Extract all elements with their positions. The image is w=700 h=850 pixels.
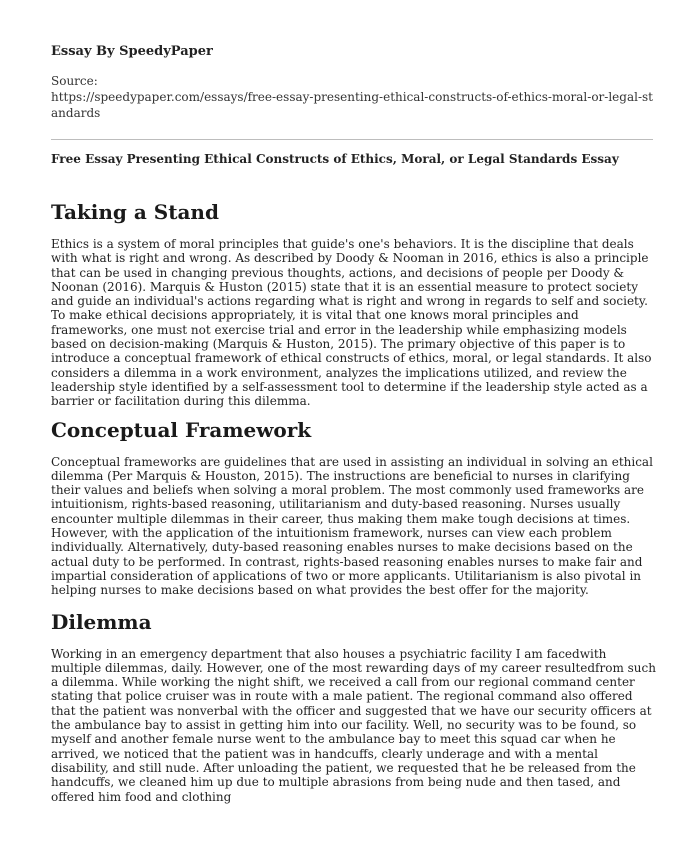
brand-title: Essay By SpeedyPaper bbox=[51, 44, 213, 59]
document-title: Free Essay Presenting Ethical Constructs of Ethics, Moral, or Legal Standards Essay bbox=[51, 152, 619, 166]
essay-body bbox=[51, 200, 657, 816]
section-heading-taking-a-stand: Taking a Stand bbox=[51, 200, 219, 224]
section-paragraph-conceptual-framework: Conceptual frameworks are guidelines that are used in assisting an individual in solving an ethical dilemma (Per Marquis & Houston, 2015). The instructions are beneficial to nurses in clarifying their values and beliefs when solving a moral problem. The most commonly used frameworks are intuitionism, rights-based reasoning, utilitarianism and duty-based reasoning. Nurses usually encounter multiple dilemmas in their career, thus making them make tough decisions at times. However, with the application of the intuitionism framework, nurses can view each problem individually. Alternatively, duty-based reasoning enables nurses to make decisions based on the actual duty to be performed. In contrast, rights-based reasoning enables nurses to make fair and impartial consideration of applications of two or more applicants. Utilitarianism is also pivotal in helping nurses to make decisions based on what provides the best offer for the majority. bbox=[51, 454, 653, 598]
section-heading-dilemma: Dilemma bbox=[51, 609, 152, 634]
section-paragraph-dilemma: Working in an emergency department that also houses a psychiatric facility I am facedwith multiple dilemmas, daily. However, one of the most rewarding days of my career resultedfrom such a dilemma. While working the night shift, we received a call from our regional command center stating that police cruiser was in route with a male patient. The regional command also offered that the patient was nonverbal with the officer and suggested that we have our security officers at the ambulance bay to assist in getting him into our facility. Well, no security was to be found, so myself and another female nurse went to the ambulance bay to meet this squad car when he arrived, we noticed that the patient was in handcuffs, clearly underage and with a mental disability, and still nude. After unloading the patient, we requested that he be released from the handcuffs, we cleaned him up due to multiple abrasions from being nude and then tased, and offered him food and clothing bbox=[51, 646, 656, 804]
source-block bbox=[51, 73, 656, 121]
source-url: https://speedypaper.com/essays/free-essay-presenting-ethical-constructs-of-ethics-moral-or-legal-standards bbox=[51, 90, 653, 120]
section-paragraph-taking-a-stand: Ethics is a system of moral principles that guide's one's behaviors. It is the discipline that deals with what is right and wrong. As described by Doody & Nooman in 2016, ethics is also a principle that can be used in changing previous thoughts, actions, and decisions of people per Doody & Noonan (2016). Marquis & Huston (2015) state that it is an essential measure to protect society and guide an individual's actions regarding what is right and wrong in regards to self and society. To make ethical decisions appropriately, it is vital that one knows moral principles and frameworks, one must not exercise trial and error in the leadership while emphasizing models based on decision-making (Marquis & Huston, 2015). The primary objective of this paper is to introduce a conceptual framework of ethical constructs of ethics, moral, or legal standards. It also considers a dilemma in a work environment, analyzes the implications utilized, and review the leadership style identified by a self-assessment tool to determine if the leadership style acted as a barrier or facilitation during this dilemma. bbox=[51, 237, 652, 409]
divider bbox=[51, 139, 653, 140]
source-label: Source: bbox=[51, 74, 98, 88]
section-heading-conceptual-framework: Conceptual Framework bbox=[51, 417, 312, 442]
